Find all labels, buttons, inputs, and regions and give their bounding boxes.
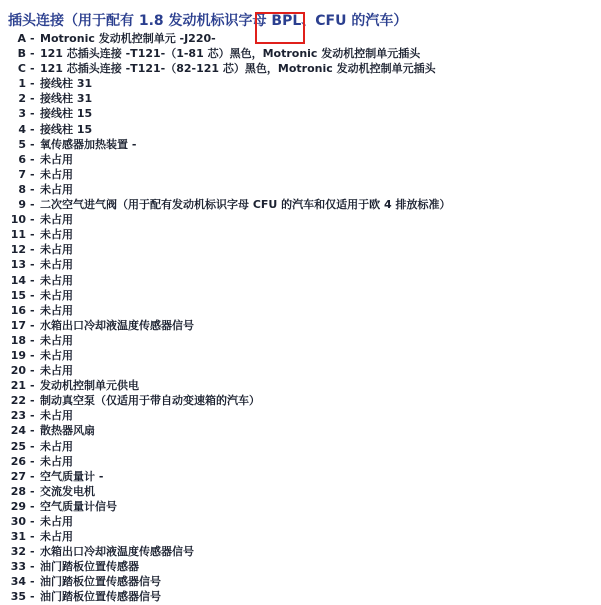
- item-separator: -: [30, 545, 35, 559]
- item-separator: -: [30, 288, 35, 302]
- list-item: [0, 91, 601, 106]
- item-description: 未占用: [40, 213, 73, 227]
- list-item: [0, 408, 601, 423]
- list-item: [0, 514, 601, 529]
- item-separator: -: [30, 499, 35, 513]
- list-item: [0, 378, 601, 393]
- item-id: 22: [10, 394, 26, 408]
- item-separator: -: [30, 137, 35, 151]
- item-separator: -: [30, 62, 35, 76]
- list-item: [0, 61, 601, 76]
- item-description: 未占用: [40, 530, 73, 544]
- item-description: 油门踏板位置传感器: [40, 560, 139, 574]
- item-id: 18: [10, 333, 26, 347]
- list-item: [0, 423, 601, 438]
- item-separator: -: [30, 469, 35, 483]
- item-description: 121 芯插头连接 -T121-（1-81 芯）黑色，Motronic 发动机控制单元插头: [40, 47, 421, 61]
- list-item: [0, 31, 601, 46]
- item-id: 27: [10, 469, 26, 483]
- item-separator: -: [30, 424, 35, 438]
- item-description: 散热器风扇: [40, 424, 95, 438]
- item-separator: -: [30, 484, 35, 498]
- item-id: 16: [10, 303, 26, 317]
- list-item: [0, 484, 601, 499]
- item-separator: -: [30, 198, 35, 212]
- list-item: [0, 589, 601, 604]
- list-item: [0, 393, 601, 408]
- item-separator: -: [30, 107, 35, 121]
- item-id: 2: [18, 92, 26, 106]
- item-id: 6: [18, 152, 26, 166]
- item-description: 接线柱 15: [40, 122, 93, 136]
- item-id: 7: [18, 167, 26, 181]
- item-separator: -: [30, 77, 35, 91]
- list-item: [0, 574, 601, 589]
- item-description: 未占用: [40, 288, 73, 302]
- list-item: [0, 46, 601, 61]
- item-separator: -: [30, 348, 35, 362]
- item-description: 未占用: [40, 454, 73, 468]
- item-description: 未占用: [40, 348, 73, 362]
- item-id: B: [17, 47, 26, 61]
- list-item: [0, 529, 601, 544]
- item-id: 26: [10, 454, 26, 468]
- item-id: 24: [10, 424, 26, 438]
- item-id: 10: [10, 213, 26, 227]
- item-separator: -: [30, 333, 35, 347]
- list-item: [0, 212, 601, 227]
- item-description: 121 芯插头连接 -T121-（82-121 芯）黑色，Motronic 发动机控制单元插头: [40, 62, 436, 76]
- item-description: 水箱出口冷却液温度传感器信号: [40, 545, 194, 559]
- item-id: 23: [10, 409, 26, 423]
- list-item: [0, 363, 601, 378]
- item-description: 未占用: [40, 182, 73, 196]
- item-description: 发动机控制单元供电: [40, 379, 139, 393]
- list-item: [0, 469, 601, 484]
- item-id: 13: [10, 258, 26, 272]
- item-id: 3: [18, 107, 26, 121]
- pin-assignment-list: [0, 31, 601, 605]
- item-description: 未占用: [40, 333, 73, 347]
- list-item: [0, 152, 601, 167]
- item-description: 油门踏板位置传感器信号: [40, 590, 161, 604]
- item-separator: -: [30, 92, 35, 106]
- list-item: [0, 257, 601, 272]
- list-item: [0, 348, 601, 363]
- list-item: [0, 182, 601, 197]
- list-item: [0, 167, 601, 182]
- item-separator: -: [30, 379, 35, 393]
- list-item: [0, 499, 601, 514]
- item-id: 14: [10, 273, 26, 287]
- item-separator: -: [30, 560, 35, 574]
- item-id: 34: [10, 575, 26, 589]
- list-item: [0, 303, 601, 318]
- list-item: [0, 288, 601, 303]
- item-id: 9: [18, 198, 26, 212]
- item-description: 二次空气进气阀（用于配有发动机标识字母 CFU 的汽车和仅适用于欧 4 排放标准）: [40, 198, 451, 212]
- item-id: 5: [18, 137, 26, 151]
- item-separator: -: [30, 409, 35, 423]
- item-description: 氧传感器加热装置 -: [40, 137, 137, 151]
- item-separator: -: [30, 590, 35, 604]
- list-item: [0, 242, 601, 257]
- item-separator: -: [30, 182, 35, 196]
- item-separator: -: [30, 32, 35, 45]
- item-separator: -: [30, 318, 35, 332]
- item-description: 接线柱 15: [40, 107, 93, 121]
- item-id: A: [17, 32, 26, 45]
- list-item: [0, 454, 601, 469]
- item-description: 未占用: [40, 228, 73, 242]
- item-id: 31: [10, 530, 26, 544]
- item-separator: -: [30, 152, 35, 166]
- item-description: 未占用: [40, 152, 73, 166]
- item-description: 未占用: [40, 167, 73, 181]
- item-id: 29: [10, 499, 26, 513]
- item-id: C: [17, 62, 26, 76]
- item-id: 35: [10, 590, 26, 604]
- item-separator: -: [30, 243, 35, 257]
- item-description: 未占用: [40, 258, 73, 272]
- item-separator: -: [30, 47, 35, 61]
- list-item: [0, 227, 601, 242]
- item-description: 水箱出口冷却液温度传感器信号: [40, 318, 194, 332]
- list-item: [0, 333, 601, 348]
- item-separator: -: [30, 530, 35, 544]
- item-id: 8: [18, 182, 26, 196]
- item-separator: -: [30, 167, 35, 181]
- item-description: 空气质量计信号: [40, 499, 117, 513]
- item-separator: -: [30, 273, 35, 287]
- item-description: 油门踏板位置传感器信号: [40, 575, 161, 589]
- item-separator: -: [30, 213, 35, 227]
- item-description: 未占用: [40, 303, 73, 317]
- list-item: [0, 273, 601, 288]
- item-id: 19: [10, 348, 26, 362]
- item-description: Motronic 发动机控制单元 -J220-: [40, 32, 216, 45]
- item-separator: -: [30, 454, 35, 468]
- item-description: 未占用: [40, 364, 73, 378]
- item-description: 未占用: [40, 409, 73, 423]
- item-description: 未占用: [40, 515, 73, 528]
- item-description: 接线柱 31: [40, 92, 93, 106]
- item-description: 空气质量计 -: [40, 469, 104, 483]
- item-id: 17: [10, 318, 26, 332]
- list-item: [0, 439, 601, 454]
- list-item: [0, 559, 601, 574]
- item-description: 未占用: [40, 273, 73, 287]
- item-separator: -: [30, 228, 35, 242]
- item-separator: -: [30, 515, 35, 528]
- item-id: 4: [18, 122, 26, 136]
- item-separator: -: [30, 258, 35, 272]
- list-item: [0, 544, 601, 559]
- item-separator: -: [30, 394, 35, 408]
- item-description: 交流发电机: [40, 484, 95, 498]
- item-id: 20: [10, 364, 26, 378]
- item-id: 15: [10, 288, 26, 302]
- item-id: 25: [10, 439, 26, 453]
- item-separator: -: [30, 122, 35, 136]
- item-id: 28: [10, 484, 26, 498]
- section-heading: 插头连接（用于配有 1.8 发动机标识字母 BPL、CFU 的汽车）: [8, 13, 408, 29]
- list-item: [0, 122, 601, 137]
- list-item: [0, 137, 601, 152]
- item-id: 30: [10, 515, 26, 528]
- item-id: 33: [10, 560, 26, 574]
- item-id: 32: [10, 545, 26, 559]
- item-description: 未占用: [40, 243, 73, 257]
- item-id: 11: [10, 228, 26, 242]
- list-item: [0, 318, 601, 333]
- item-id: 1: [18, 77, 26, 91]
- item-id: 21: [10, 379, 26, 393]
- item-separator: -: [30, 575, 35, 589]
- list-item: [0, 76, 601, 91]
- item-separator: -: [30, 439, 35, 453]
- list-item: [0, 197, 601, 212]
- list-item: [0, 106, 601, 121]
- item-description: 接线柱 31: [40, 77, 93, 91]
- item-description: 制动真空泵（仅适用于带自动变速箱的汽车）: [40, 394, 260, 408]
- item-separator: -: [30, 364, 35, 378]
- item-description: 未占用: [40, 439, 73, 453]
- item-id: 12: [10, 243, 26, 257]
- item-separator: -: [30, 303, 35, 317]
